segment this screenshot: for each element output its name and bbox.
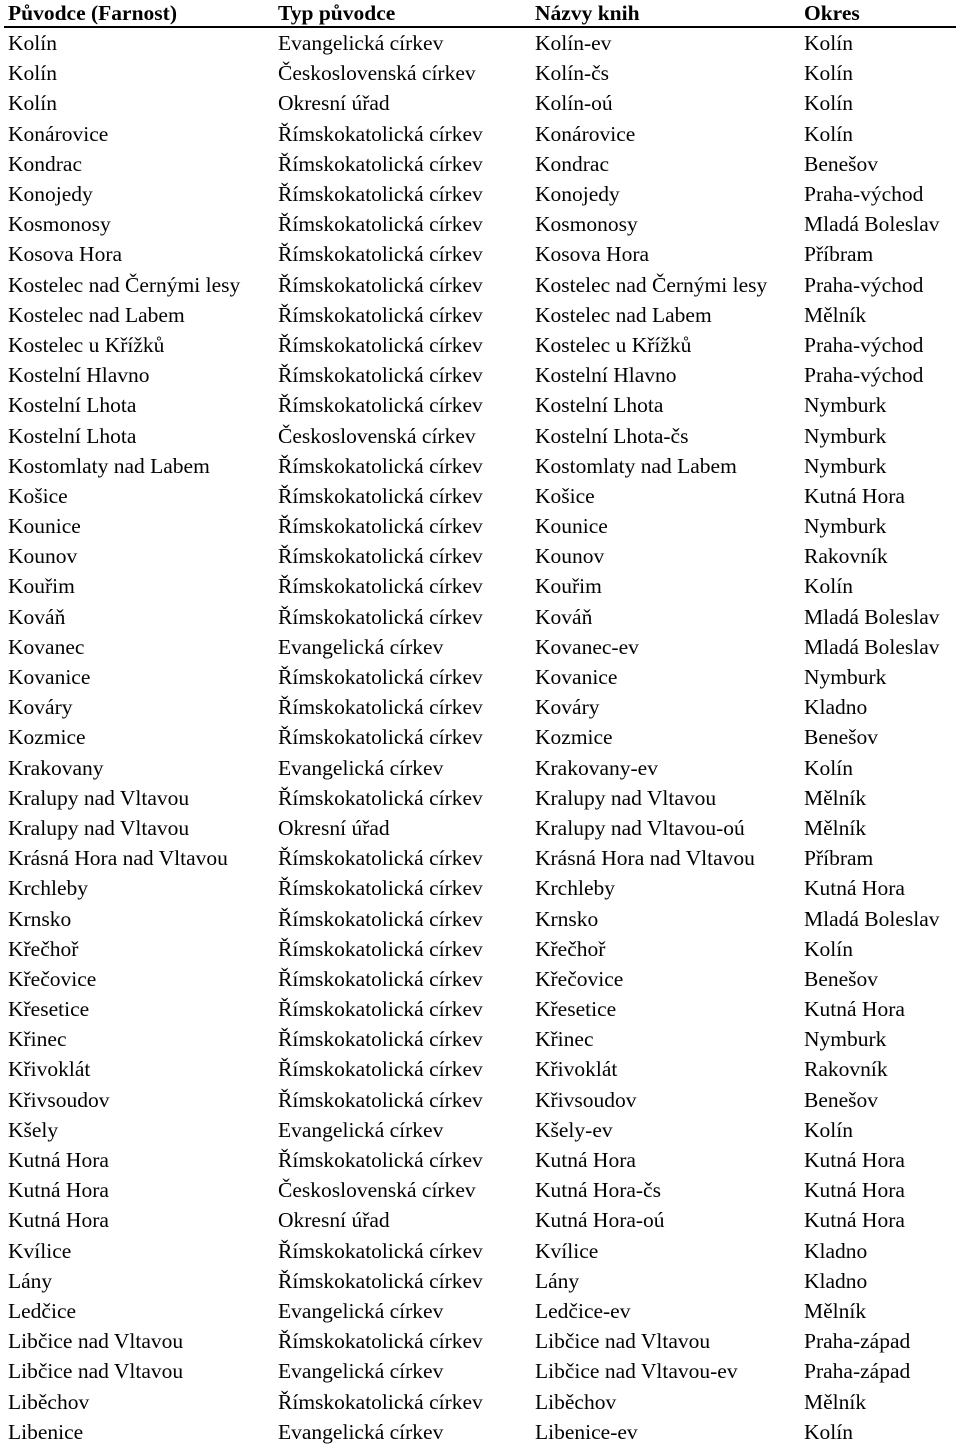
cell-book-name: Kostomlaty nad Labem [535, 453, 737, 478]
cell-district: Rakovník [804, 1057, 888, 1082]
cell-district: Kolín [804, 61, 853, 86]
table-row [4, 1236, 956, 1266]
cell-originator: Kosova Hora [8, 242, 123, 267]
cell-originator: Kolín [8, 91, 57, 116]
cell-originator: Kováry [8, 695, 73, 720]
cell-book-name: Kosmonosy [535, 212, 638, 237]
cell-district: Benešov [804, 966, 879, 991]
table-row [4, 1417, 956, 1447]
cell-district: Nymburk [804, 1027, 887, 1052]
cell-originator-type: Římskokatolická církev [278, 906, 483, 931]
cell-book-name: Křečhoř [535, 936, 606, 961]
cell-originator-type: Římskokatolická církev [278, 1148, 483, 1173]
cell-originator: Kralupy nad Vltavou [8, 785, 190, 810]
table-row [4, 541, 956, 571]
table-row [4, 1145, 956, 1175]
cell-originator: Kounice [8, 514, 81, 539]
cell-originator-type: Evangelická církev [278, 634, 444, 659]
table-row [4, 481, 956, 511]
table-row [4, 873, 956, 903]
cell-book-name: Kondrac [535, 151, 610, 176]
cell-originator-type: Evangelická církev [278, 1359, 444, 1384]
cell-originator-type: Římskokatolická církev [278, 453, 483, 478]
cell-district: Nymburk [804, 514, 887, 539]
table-row [4, 330, 956, 360]
table-row [4, 1266, 956, 1296]
cell-originator-type: Římskokatolická církev [278, 997, 483, 1022]
cell-originator: Libčice nad Vltavou [8, 1359, 184, 1384]
cell-district: Mělník [804, 815, 867, 840]
cell-originator: Kvílice [8, 1238, 72, 1263]
table-row [4, 1085, 956, 1115]
table-row [4, 1326, 956, 1356]
cell-district: Mladá Boleslav [804, 212, 940, 237]
cell-book-name: Kutná Hora-oú [535, 1208, 665, 1233]
cell-book-name: Kovanice [535, 665, 618, 690]
table-row [4, 843, 956, 873]
table-row [4, 813, 956, 843]
cell-book-name: Kounice [535, 514, 608, 539]
cell-originator-type: Evangelická církev [278, 1298, 444, 1323]
cell-originator: Kolín [8, 61, 57, 86]
cell-book-name: Konárovice [535, 121, 636, 146]
cell-district: Praha-východ [804, 182, 924, 207]
cell-book-name: Kovanec-ev [535, 634, 639, 659]
cell-book-name: Kozmice [535, 725, 613, 750]
cell-originator-type: Římskokatolická církev [278, 966, 483, 991]
cell-book-name: Kováry [535, 695, 600, 720]
cell-originator-type: Římskokatolická církev [278, 302, 483, 327]
cell-originator-type: Okresní úřad [278, 1208, 390, 1233]
cell-originator-type: Římskokatolická církev [278, 1087, 483, 1112]
header-district: Okres [800, 0, 956, 27]
table-row [4, 1115, 956, 1145]
cell-originator: Kšely [8, 1117, 59, 1142]
table-row [4, 1296, 956, 1326]
cell-book-name: Kutná Hora-čs [535, 1178, 661, 1203]
cell-originator-type: Okresní úřad [278, 815, 390, 840]
cell-originator-type: Římskokatolická církev [278, 695, 483, 720]
cell-originator: Kosmonosy [8, 212, 111, 237]
table-row [4, 903, 956, 933]
cell-district: Benešov [804, 725, 879, 750]
cell-district: Mělník [804, 302, 867, 327]
cell-originator-type: Římskokatolická církev [278, 182, 483, 207]
cell-district: Kolín [804, 121, 853, 146]
cell-originator: Kovanec [8, 634, 85, 659]
cell-originator: Kozmice [8, 725, 86, 750]
cell-originator-type: Římskokatolická církev [278, 604, 483, 629]
cell-originator-type: Římskokatolická církev [278, 665, 483, 690]
cell-originator: Křivoklát [8, 1057, 91, 1082]
cell-originator: Liběchov [8, 1389, 90, 1414]
table-row [4, 451, 956, 481]
cell-originator: Křivsoudov [8, 1087, 110, 1112]
table-row [4, 722, 956, 752]
cell-book-name: Libčice nad Vltavou-ev [535, 1359, 738, 1384]
cell-district: Mělník [804, 1298, 867, 1323]
cell-book-name: Kováň [535, 604, 593, 629]
cell-book-name: Křinec [535, 1027, 594, 1052]
cell-originator: Kovanice [8, 665, 91, 690]
cell-district: Kolín [804, 755, 853, 780]
cell-district: Praha-východ [804, 363, 924, 388]
cell-district: Kutná Hora [804, 1148, 905, 1173]
table-row [4, 1205, 956, 1235]
table-row [4, 360, 956, 390]
cell-district: Benešov [804, 1087, 879, 1112]
cell-originator: Krakovany [8, 755, 104, 780]
cell-originator: Kostomlaty nad Labem [8, 453, 210, 478]
cell-district: Nymburk [804, 453, 887, 478]
cell-book-name: Kšely-ev [535, 1117, 613, 1142]
cell-district: Kladno [804, 1268, 868, 1293]
cell-originator-type: Římskokatolická církev [278, 393, 483, 418]
cell-book-name: Křivsoudov [535, 1087, 637, 1112]
table-row [4, 149, 956, 179]
cell-originator-type: Římskokatolická církev [278, 936, 483, 961]
cell-originator-type: Římskokatolická církev [278, 544, 483, 569]
table-row [4, 88, 956, 118]
cell-originator-type: Římskokatolická církev [278, 151, 483, 176]
table-row [4, 1054, 956, 1084]
cell-originator-type: Římskokatolická církev [278, 574, 483, 599]
cell-originator: Konárovice [8, 121, 109, 146]
table-row [4, 58, 956, 88]
cell-originator-type: Římskokatolická církev [278, 1268, 483, 1293]
cell-district: Příbram [804, 846, 874, 871]
cell-district: Praha-západ [804, 1359, 911, 1384]
cell-originator: Ledčice [8, 1298, 77, 1323]
cell-district: Kladno [804, 1238, 868, 1263]
cell-originator-type: Evangelická církev [278, 1419, 444, 1444]
cell-originator-type: Římskokatolická církev [278, 121, 483, 146]
cell-originator: Kostelní Hlavno [8, 363, 150, 388]
cell-book-name: Lány [535, 1268, 580, 1293]
cell-district: Kutná Hora [804, 997, 905, 1022]
cell-district: Příbram [804, 242, 874, 267]
cell-district: Mělník [804, 1389, 867, 1414]
cell-originator: Libčice nad Vltavou [8, 1329, 184, 1354]
cell-originator: Křesetice [8, 997, 90, 1022]
table-row [4, 1356, 956, 1386]
cell-originator: Kostelec u Křížků [8, 332, 165, 357]
table-row [4, 753, 956, 783]
cell-originator: Kutná Hora [8, 1178, 109, 1203]
cell-originator-type: Československá církev [278, 61, 476, 86]
cell-book-name: Kralupy nad Vltavou [535, 785, 717, 810]
cell-book-name: Kounov [535, 544, 605, 569]
header-row [4, 0, 956, 27]
table-row [4, 934, 956, 964]
cell-district: Nymburk [804, 393, 887, 418]
cell-book-name: Kralupy nad Vltavou-oú [535, 815, 745, 840]
cell-originator: Košice [8, 483, 68, 508]
table-row [4, 270, 956, 300]
cell-district: Mladá Boleslav [804, 906, 940, 931]
cell-book-name: Ledčice-ev [535, 1298, 631, 1323]
header-originator: Původce (Farnost) [4, 0, 274, 27]
cell-originator: Kostelec nad Černými lesy [8, 272, 241, 297]
cell-originator: Křinec [8, 1027, 67, 1052]
cell-district: Kutná Hora [804, 1178, 905, 1203]
table-row [4, 994, 956, 1024]
cell-originator: Křečovice [8, 966, 97, 991]
cell-book-name: Kostelní Lhota-čs [535, 423, 689, 448]
table-row [4, 179, 956, 209]
cell-originator-type: Evangelická církev [278, 31, 444, 56]
cell-book-name: Konojedy [535, 182, 620, 207]
cell-originator-type: Římskokatolická církev [278, 846, 483, 871]
cell-originator-type: Evangelická církev [278, 1117, 444, 1142]
table-row [4, 571, 956, 601]
table-row [4, 783, 956, 813]
cell-district: Benešov [804, 151, 879, 176]
table-row [4, 632, 956, 662]
cell-originator-type: Římskokatolická církev [278, 514, 483, 539]
cell-district: Kutná Hora [804, 1208, 905, 1233]
header-originator-type: Typ původce [274, 0, 531, 27]
cell-district: Kolín [804, 1117, 853, 1142]
cell-book-name: Kolín-ev [535, 31, 612, 56]
parish-records-table [4, 0, 956, 1447]
cell-originator: Krásná Hora nad Vltavou [8, 846, 228, 871]
cell-district: Rakovník [804, 544, 888, 569]
cell-originator-type: Římskokatolická církev [278, 1329, 483, 1354]
cell-book-name: Krakovany-ev [535, 755, 658, 780]
cell-originator-type: Římskokatolická církev [278, 725, 483, 750]
cell-originator-type: Římskokatolická církev [278, 332, 483, 357]
cell-district: Praha-východ [804, 332, 924, 357]
table-row [4, 390, 956, 420]
cell-originator: Křečhoř [8, 936, 79, 961]
cell-originator-type: Okresní úřad [278, 91, 390, 116]
table-row [4, 1386, 956, 1416]
cell-book-name: Košice [535, 483, 595, 508]
cell-book-name: Křesetice [535, 997, 617, 1022]
cell-book-name: Kostelní Lhota [535, 393, 664, 418]
cell-originator: Kostelní Lhota [8, 393, 137, 418]
cell-district: Mladá Boleslav [804, 634, 940, 659]
cell-originator-type: Římskokatolická církev [278, 1389, 483, 1414]
cell-district: Praha-západ [804, 1329, 911, 1354]
table-row [4, 209, 956, 239]
cell-originator-type: Římskokatolická církev [278, 876, 483, 901]
table-row [4, 964, 956, 994]
table-row [4, 1175, 956, 1205]
cell-originator-type: Římskokatolická církev [278, 363, 483, 388]
cell-originator-type: Římskokatolická církev [278, 483, 483, 508]
cell-originator: Konojedy [8, 182, 93, 207]
cell-originator: Kolín [8, 31, 57, 56]
cell-book-name: Krásná Hora nad Vltavou [535, 846, 755, 871]
cell-district: Nymburk [804, 423, 887, 448]
cell-book-name: Křečovice [535, 966, 624, 991]
cell-originator-type: Římskokatolická církev [278, 1027, 483, 1052]
cell-district: Kolín [804, 574, 853, 599]
cell-originator-type: Římskokatolická církev [278, 785, 483, 810]
cell-district: Kladno [804, 695, 868, 720]
cell-book-name: Krnsko [535, 906, 599, 931]
table-row [4, 511, 956, 541]
cell-book-name: Krchleby [535, 876, 615, 901]
cell-book-name: Kostelec nad Labem [535, 302, 712, 327]
cell-book-name: Kutná Hora [535, 1148, 636, 1173]
cell-originator: Kralupy nad Vltavou [8, 815, 190, 840]
cell-originator-type: Československá církev [278, 1178, 476, 1203]
cell-book-name: Liběchov [535, 1389, 617, 1414]
cell-originator: Kováň [8, 604, 66, 629]
cell-originator-type: Římskokatolická církev [278, 1238, 483, 1263]
cell-originator: Lány [8, 1268, 53, 1293]
table-row [4, 119, 956, 149]
cell-originator: Kounov [8, 544, 78, 569]
cell-district: Praha-východ [804, 272, 924, 297]
cell-originator: Kouřim [8, 574, 75, 599]
table-row [4, 300, 956, 330]
cell-originator-type: Římskokatolická církev [278, 242, 483, 267]
cell-book-name: Kostelec u Křížků [535, 332, 692, 357]
cell-book-name: Kostelec nad Černými lesy [535, 272, 768, 297]
table-body [4, 27, 956, 1447]
cell-book-name: Kvílice [535, 1238, 599, 1263]
cell-originator-type: Římskokatolická církev [278, 212, 483, 237]
cell-originator: Kostelní Lhota [8, 423, 137, 448]
cell-originator-type: Československá církev [278, 423, 476, 448]
cell-originator-type: Evangelická církev [278, 755, 444, 780]
table-row [4, 692, 956, 722]
table-row [4, 662, 956, 692]
cell-district: Mělník [804, 785, 867, 810]
cell-book-name: Kolín-oú [535, 91, 613, 116]
cell-originator: Krchleby [8, 876, 88, 901]
table-row [4, 420, 956, 450]
cell-district: Kolín [804, 31, 853, 56]
cell-book-name: Kostelní Hlavno [535, 363, 677, 388]
cell-originator: Kutná Hora [8, 1208, 109, 1233]
cell-book-name: Kolín-čs [535, 61, 610, 86]
cell-originator: Kutná Hora [8, 1148, 109, 1173]
cell-district: Kolín [804, 1419, 853, 1444]
table-header [4, 0, 956, 27]
table-row [4, 239, 956, 269]
cell-originator-type: Římskokatolická církev [278, 1057, 483, 1082]
cell-originator: Kondrac [8, 151, 83, 176]
cell-book-name: Křivoklát [535, 1057, 618, 1082]
table-row [4, 602, 956, 632]
cell-district: Kutná Hora [804, 483, 905, 508]
cell-district: Kutná Hora [804, 876, 905, 901]
cell-district: Mladá Boleslav [804, 604, 940, 629]
cell-book-name: Libčice nad Vltavou [535, 1329, 711, 1354]
cell-originator: Libenice [8, 1419, 84, 1444]
cell-book-name: Kouřim [535, 574, 602, 599]
cell-originator: Krnsko [8, 906, 72, 931]
cell-district: Kolín [804, 936, 853, 961]
header-book-names: Názvy knih [531, 0, 800, 27]
cell-book-name: Libenice-ev [535, 1419, 638, 1444]
cell-district: Kolín [804, 91, 853, 116]
table-row [4, 27, 956, 58]
table-row [4, 1024, 956, 1054]
cell-originator-type: Římskokatolická církev [278, 272, 483, 297]
cell-originator: Kostelec nad Labem [8, 302, 185, 327]
cell-book-name: Kosova Hora [535, 242, 650, 267]
cell-district: Nymburk [804, 665, 887, 690]
